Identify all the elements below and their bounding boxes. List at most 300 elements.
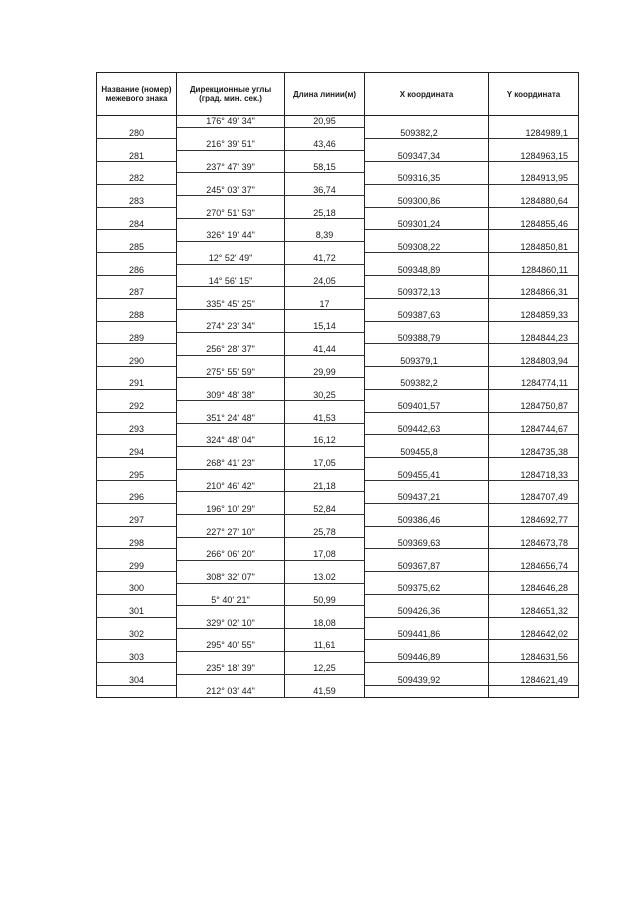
marker-name-cell xyxy=(97,617,177,628)
y-coordinate-cell xyxy=(489,594,579,605)
line-length-cell xyxy=(285,219,365,230)
point-row xyxy=(97,219,579,230)
direction-angle-cell xyxy=(177,424,285,435)
marker-name-cell: 285 xyxy=(97,241,177,252)
x-coordinate-cell: 509301,24 xyxy=(365,219,489,230)
marker-name-cell xyxy=(97,116,177,128)
marker-name-cell xyxy=(97,275,177,286)
x-coordinate-cell xyxy=(365,594,489,605)
segment-row xyxy=(97,686,579,698)
direction-angle-cell: 245° 03' 37" xyxy=(177,184,285,195)
y-coordinate-cell xyxy=(489,162,579,173)
header-x-coordinate: X координата xyxy=(365,73,489,116)
point-row xyxy=(97,515,579,526)
direction-angle-cell xyxy=(177,537,285,548)
segment-row xyxy=(97,207,579,218)
x-coordinate-cell: 509442,63 xyxy=(365,424,489,435)
direction-angle-cell: 326° 19' 44" xyxy=(177,230,285,241)
direction-angle-cell xyxy=(177,560,285,571)
direction-angle-cell: 210° 46' 42" xyxy=(177,481,285,492)
x-coordinate-cell xyxy=(365,458,489,469)
y-coordinate-cell: 1284963,15 xyxy=(489,150,579,161)
y-coordinate-cell: 1284774,11 xyxy=(489,378,579,389)
point-row xyxy=(97,241,579,252)
marker-name-cell xyxy=(97,549,177,560)
marker-name-cell xyxy=(97,139,177,150)
direction-angle-cell xyxy=(177,196,285,207)
point-row xyxy=(97,492,579,503)
y-coordinate-cell: 1284735,38 xyxy=(489,446,579,457)
direction-angle-cell: 237° 47' 39" xyxy=(177,162,285,173)
segment-row xyxy=(97,116,579,128)
marker-name-cell xyxy=(97,253,177,264)
x-coordinate-cell xyxy=(365,298,489,309)
line-length-cell xyxy=(285,196,365,207)
line-length-cell xyxy=(285,264,365,275)
line-length-cell: 11,61 xyxy=(285,640,365,651)
y-coordinate-cell: 1284913,95 xyxy=(489,173,579,184)
x-coordinate-cell: 509439,92 xyxy=(365,674,489,685)
y-coordinate-cell xyxy=(489,184,579,195)
line-length-cell: 52,84 xyxy=(285,503,365,514)
direction-angle-cell: 216° 39' 51" xyxy=(177,139,285,150)
x-coordinate-cell xyxy=(365,230,489,241)
marker-name-cell xyxy=(97,686,177,698)
x-coordinate-cell xyxy=(365,503,489,514)
point-row xyxy=(97,127,579,138)
line-length-cell: 41,72 xyxy=(285,253,365,264)
segment-row xyxy=(97,617,579,628)
segment-row xyxy=(97,367,579,378)
y-coordinate-cell: 1284718,33 xyxy=(489,469,579,480)
x-coordinate-cell: 509382,2 xyxy=(365,378,489,389)
boundary-coordinates-table xyxy=(96,72,579,698)
line-length-cell xyxy=(285,469,365,480)
direction-angle-cell xyxy=(177,515,285,526)
marker-name-cell xyxy=(97,389,177,400)
line-length-cell xyxy=(285,401,365,412)
marker-name-cell: 281 xyxy=(97,150,177,161)
x-coordinate-cell: 509387,63 xyxy=(365,310,489,321)
direction-angle-cell xyxy=(177,127,285,138)
marker-name-cell xyxy=(97,594,177,605)
x-coordinate-cell: 509372,13 xyxy=(365,287,489,298)
marker-name-cell: 299 xyxy=(97,560,177,571)
point-row xyxy=(97,287,579,298)
direction-angle-cell: 196° 10' 29" xyxy=(177,503,285,514)
direction-angle-cell xyxy=(177,287,285,298)
coordinates-sheet xyxy=(96,72,578,698)
y-coordinate-cell xyxy=(489,116,579,128)
x-coordinate-cell xyxy=(365,207,489,218)
y-coordinate-cell xyxy=(489,298,579,309)
y-coordinate-cell: 1284744,67 xyxy=(489,424,579,435)
point-row xyxy=(97,173,579,184)
x-coordinate-cell xyxy=(365,367,489,378)
y-coordinate-cell xyxy=(489,389,579,400)
y-coordinate-cell: 1284989,1 xyxy=(489,127,579,138)
direction-angle-cell: 176° 49' 34" xyxy=(177,116,285,128)
marker-name-cell: 280 xyxy=(97,127,177,138)
point-row xyxy=(97,264,579,275)
marker-name-cell xyxy=(97,207,177,218)
line-length-cell xyxy=(285,173,365,184)
y-coordinate-cell: 1284631,56 xyxy=(489,651,579,662)
y-coordinate-cell xyxy=(489,344,579,355)
direction-angle-cell xyxy=(177,310,285,321)
marker-name-cell xyxy=(97,412,177,423)
point-row xyxy=(97,537,579,548)
line-length-cell: 20,95 xyxy=(285,116,365,128)
segment-row xyxy=(97,663,579,674)
direction-angle-cell: 270° 51' 53" xyxy=(177,207,285,218)
marker-name-cell: 295 xyxy=(97,469,177,480)
line-length-cell xyxy=(285,629,365,640)
x-coordinate-cell: 509446,89 xyxy=(365,651,489,662)
point-row xyxy=(97,424,579,435)
marker-name-cell xyxy=(97,481,177,492)
marker-name-cell xyxy=(97,298,177,309)
header-line-length: Длина линии(м) xyxy=(285,73,365,116)
x-coordinate-cell xyxy=(365,275,489,286)
direction-angle-cell xyxy=(177,355,285,366)
direction-angle-cell: 324° 48' 04" xyxy=(177,435,285,446)
line-length-cell xyxy=(285,492,365,503)
y-coordinate-cell: 1284803,94 xyxy=(489,355,579,366)
y-coordinate-cell xyxy=(489,549,579,560)
x-coordinate-cell xyxy=(365,412,489,423)
y-coordinate-cell: 1284750,87 xyxy=(489,401,579,412)
segment-row xyxy=(97,184,579,195)
line-length-cell: 15,14 xyxy=(285,321,365,332)
marker-name-cell: 304 xyxy=(97,674,177,685)
y-coordinate-cell: 1284646,28 xyxy=(489,583,579,594)
point-row xyxy=(97,651,579,662)
direction-angle-cell: 274° 23' 34" xyxy=(177,321,285,332)
line-length-cell: 17 xyxy=(285,298,365,309)
marker-name-cell: 288 xyxy=(97,310,177,321)
segment-row xyxy=(97,389,579,400)
y-coordinate-cell: 1284880,64 xyxy=(489,196,579,207)
direction-angle-cell: 256° 28' 37" xyxy=(177,344,285,355)
x-coordinate-cell: 509426,36 xyxy=(365,606,489,617)
line-length-cell xyxy=(285,537,365,548)
line-length-cell: 17,05 xyxy=(285,458,365,469)
y-coordinate-cell: 1284855,46 xyxy=(489,219,579,230)
line-length-cell xyxy=(285,355,365,366)
point-row xyxy=(97,560,579,571)
y-coordinate-cell xyxy=(489,526,579,537)
marker-name-cell: 301 xyxy=(97,606,177,617)
segment-row xyxy=(97,412,579,423)
x-coordinate-cell xyxy=(365,526,489,537)
line-length-cell xyxy=(285,150,365,161)
y-coordinate-cell: 1284860,11 xyxy=(489,264,579,275)
point-row xyxy=(97,606,579,617)
direction-angle-cell: 335° 45' 25" xyxy=(177,298,285,309)
marker-name-cell xyxy=(97,640,177,651)
header-direction-angles: Дирекционные углы (град. мин. сек.) xyxy=(177,73,285,116)
marker-name-cell xyxy=(97,663,177,674)
y-coordinate-cell xyxy=(489,412,579,423)
x-coordinate-cell: 509388,79 xyxy=(365,332,489,343)
y-coordinate-cell xyxy=(489,617,579,628)
x-coordinate-cell xyxy=(365,686,489,698)
y-coordinate-cell xyxy=(489,253,579,264)
line-length-cell: 21,18 xyxy=(285,481,365,492)
direction-angle-cell: 266° 06' 20" xyxy=(177,549,285,560)
direction-angle-cell xyxy=(177,401,285,412)
line-length-cell: 43,46 xyxy=(285,139,365,150)
line-length-cell: 58,15 xyxy=(285,162,365,173)
y-coordinate-cell: 1284850,81 xyxy=(489,241,579,252)
x-coordinate-cell xyxy=(365,663,489,674)
direction-angle-cell xyxy=(177,469,285,480)
y-coordinate-cell: 1284866,31 xyxy=(489,287,579,298)
point-row xyxy=(97,310,579,321)
direction-angle-cell xyxy=(177,446,285,457)
header-marker-name: Название (номер) межевого знака xyxy=(97,73,177,116)
y-coordinate-cell xyxy=(489,367,579,378)
y-coordinate-cell xyxy=(489,230,579,241)
y-coordinate-cell: 1284692,77 xyxy=(489,515,579,526)
y-coordinate-cell xyxy=(489,481,579,492)
segment-row xyxy=(97,435,579,446)
y-coordinate-cell xyxy=(489,321,579,332)
line-length-cell: 24,05 xyxy=(285,275,365,286)
segment-row xyxy=(97,275,579,286)
direction-angle-cell xyxy=(177,332,285,343)
point-row xyxy=(97,469,579,480)
x-coordinate-cell xyxy=(365,572,489,583)
direction-angle-cell: 268° 41' 23" xyxy=(177,458,285,469)
line-length-cell xyxy=(285,583,365,594)
marker-name-cell: 298 xyxy=(97,537,177,548)
x-coordinate-cell xyxy=(365,435,489,446)
direction-angle-cell: 308° 32' 07" xyxy=(177,572,285,583)
y-coordinate-cell xyxy=(489,275,579,286)
marker-name-cell: 289 xyxy=(97,332,177,343)
y-coordinate-cell xyxy=(489,503,579,514)
segment-row xyxy=(97,321,579,332)
line-length-cell: 18,08 xyxy=(285,617,365,628)
direction-angle-cell: 235° 18' 39" xyxy=(177,663,285,674)
direction-angle-cell xyxy=(177,606,285,617)
x-coordinate-cell: 509348,89 xyxy=(365,264,489,275)
x-coordinate-cell xyxy=(365,139,489,150)
line-length-cell xyxy=(285,424,365,435)
marker-name-cell xyxy=(97,162,177,173)
x-coordinate-cell: 509382,2 xyxy=(365,127,489,138)
y-coordinate-cell xyxy=(489,686,579,698)
point-row xyxy=(97,196,579,207)
marker-name-cell: 300 xyxy=(97,583,177,594)
segment-row xyxy=(97,253,579,264)
line-length-cell xyxy=(285,606,365,617)
line-length-cell xyxy=(285,310,365,321)
marker-name-cell: 297 xyxy=(97,515,177,526)
y-coordinate-cell: 1284656,74 xyxy=(489,560,579,571)
marker-name-cell: 293 xyxy=(97,424,177,435)
direction-angle-cell xyxy=(177,674,285,685)
direction-angle-cell: 295° 40' 55" xyxy=(177,640,285,651)
direction-angle-cell: 12° 52' 49" xyxy=(177,253,285,264)
segment-row xyxy=(97,481,579,492)
y-coordinate-cell: 1284673,78 xyxy=(489,537,579,548)
direction-angle-cell xyxy=(177,378,285,389)
x-coordinate-cell xyxy=(365,389,489,400)
point-row xyxy=(97,446,579,457)
marker-name-cell xyxy=(97,321,177,332)
line-length-cell: 17,08 xyxy=(285,549,365,560)
direction-angle-cell: 5° 40' 21" xyxy=(177,594,285,605)
y-coordinate-cell xyxy=(489,207,579,218)
direction-angle-cell xyxy=(177,173,285,184)
line-length-cell xyxy=(285,332,365,343)
segment-row xyxy=(97,549,579,560)
y-coordinate-cell: 1284621,49 xyxy=(489,674,579,685)
x-coordinate-cell: 509367,87 xyxy=(365,560,489,571)
x-coordinate-cell: 509369,63 xyxy=(365,537,489,548)
line-length-cell: 41,59 xyxy=(285,686,365,698)
table-body xyxy=(97,116,579,698)
direction-angle-cell: 275° 55' 59" xyxy=(177,367,285,378)
y-coordinate-cell xyxy=(489,458,579,469)
x-coordinate-cell: 509375,62 xyxy=(365,583,489,594)
line-length-cell: 25,18 xyxy=(285,207,365,218)
line-length-cell: 36,74 xyxy=(285,184,365,195)
segment-row xyxy=(97,526,579,537)
y-coordinate-cell: 1284707,49 xyxy=(489,492,579,503)
marker-name-cell xyxy=(97,344,177,355)
x-coordinate-cell: 509401,57 xyxy=(365,401,489,412)
direction-angle-cell: 227° 27' 10" xyxy=(177,526,285,537)
y-coordinate-cell: 1284651,32 xyxy=(489,606,579,617)
x-coordinate-cell: 509316,35 xyxy=(365,173,489,184)
y-coordinate-cell xyxy=(489,139,579,150)
x-coordinate-cell: 509455,8 xyxy=(365,446,489,457)
direction-angle-cell: 329° 02' 10" xyxy=(177,617,285,628)
y-coordinate-cell: 1284642,02 xyxy=(489,629,579,640)
line-length-cell: 41,53 xyxy=(285,412,365,423)
x-coordinate-cell xyxy=(365,344,489,355)
segment-row xyxy=(97,503,579,514)
x-coordinate-cell: 509379,1 xyxy=(365,355,489,366)
line-length-cell xyxy=(285,287,365,298)
table-header-row xyxy=(97,73,579,116)
segment-row xyxy=(97,640,579,651)
marker-name-cell xyxy=(97,503,177,514)
marker-name-cell: 296 xyxy=(97,492,177,503)
marker-name-cell xyxy=(97,367,177,378)
direction-angle-cell xyxy=(177,241,285,252)
line-length-cell: 50,99 xyxy=(285,594,365,605)
segment-row xyxy=(97,344,579,355)
direction-angle-cell: 212° 03' 44" xyxy=(177,686,285,698)
marker-name-cell xyxy=(97,526,177,537)
segment-row xyxy=(97,572,579,583)
y-coordinate-cell xyxy=(489,663,579,674)
point-row xyxy=(97,401,579,412)
point-row xyxy=(97,332,579,343)
marker-name-cell: 294 xyxy=(97,446,177,457)
x-coordinate-cell xyxy=(365,481,489,492)
x-coordinate-cell xyxy=(365,253,489,264)
point-row xyxy=(97,583,579,594)
direction-angle-cell xyxy=(177,492,285,503)
direction-angle-cell xyxy=(177,264,285,275)
line-length-cell: 29,99 xyxy=(285,367,365,378)
y-coordinate-cell xyxy=(489,640,579,651)
line-length-cell xyxy=(285,515,365,526)
marker-name-cell: 292 xyxy=(97,401,177,412)
marker-name-cell: 287 xyxy=(97,287,177,298)
line-length-cell: 16,12 xyxy=(285,435,365,446)
line-length-cell xyxy=(285,651,365,662)
x-coordinate-cell: 509347,34 xyxy=(365,150,489,161)
direction-angle-cell xyxy=(177,219,285,230)
marker-name-cell: 284 xyxy=(97,219,177,230)
direction-angle-cell: 14° 56' 15" xyxy=(177,275,285,286)
point-row xyxy=(97,629,579,640)
segment-row xyxy=(97,162,579,173)
x-coordinate-cell xyxy=(365,617,489,628)
marker-name-cell xyxy=(97,458,177,469)
marker-name-cell: 286 xyxy=(97,264,177,275)
direction-angle-cell xyxy=(177,651,285,662)
x-coordinate-cell: 509455,41 xyxy=(365,469,489,480)
line-length-cell xyxy=(285,127,365,138)
x-coordinate-cell: 509308,22 xyxy=(365,241,489,252)
direction-angle-cell: 309° 48' 38" xyxy=(177,389,285,400)
header-y-coordinate: Y координата xyxy=(489,73,579,116)
direction-angle-cell xyxy=(177,583,285,594)
segment-row xyxy=(97,230,579,241)
segment-row xyxy=(97,298,579,309)
marker-name-cell: 282 xyxy=(97,173,177,184)
x-coordinate-cell xyxy=(365,162,489,173)
segment-row xyxy=(97,139,579,150)
line-length-cell: 13.02 xyxy=(285,572,365,583)
x-coordinate-cell: 509441,86 xyxy=(365,629,489,640)
line-length-cell: 12,25 xyxy=(285,663,365,674)
point-row xyxy=(97,150,579,161)
x-coordinate-cell xyxy=(365,640,489,651)
marker-name-cell xyxy=(97,230,177,241)
marker-name-cell: 302 xyxy=(97,629,177,640)
point-row xyxy=(97,674,579,685)
y-coordinate-cell: 1284844,23 xyxy=(489,332,579,343)
marker-name-cell: 303 xyxy=(97,651,177,662)
direction-angle-cell xyxy=(177,150,285,161)
point-row xyxy=(97,378,579,389)
line-length-cell: 8,39 xyxy=(285,230,365,241)
x-coordinate-cell: 509437,21 xyxy=(365,492,489,503)
y-coordinate-cell xyxy=(489,572,579,583)
marker-name-cell xyxy=(97,572,177,583)
segment-row xyxy=(97,458,579,469)
line-length-cell: 25,78 xyxy=(285,526,365,537)
marker-name-cell: 291 xyxy=(97,378,177,389)
x-coordinate-cell: 509300,86 xyxy=(365,196,489,207)
line-length-cell xyxy=(285,560,365,571)
point-row xyxy=(97,355,579,366)
y-coordinate-cell xyxy=(489,435,579,446)
x-coordinate-cell xyxy=(365,549,489,560)
x-coordinate-cell xyxy=(365,184,489,195)
marker-name-cell: 283 xyxy=(97,196,177,207)
line-length-cell: 41,44 xyxy=(285,344,365,355)
